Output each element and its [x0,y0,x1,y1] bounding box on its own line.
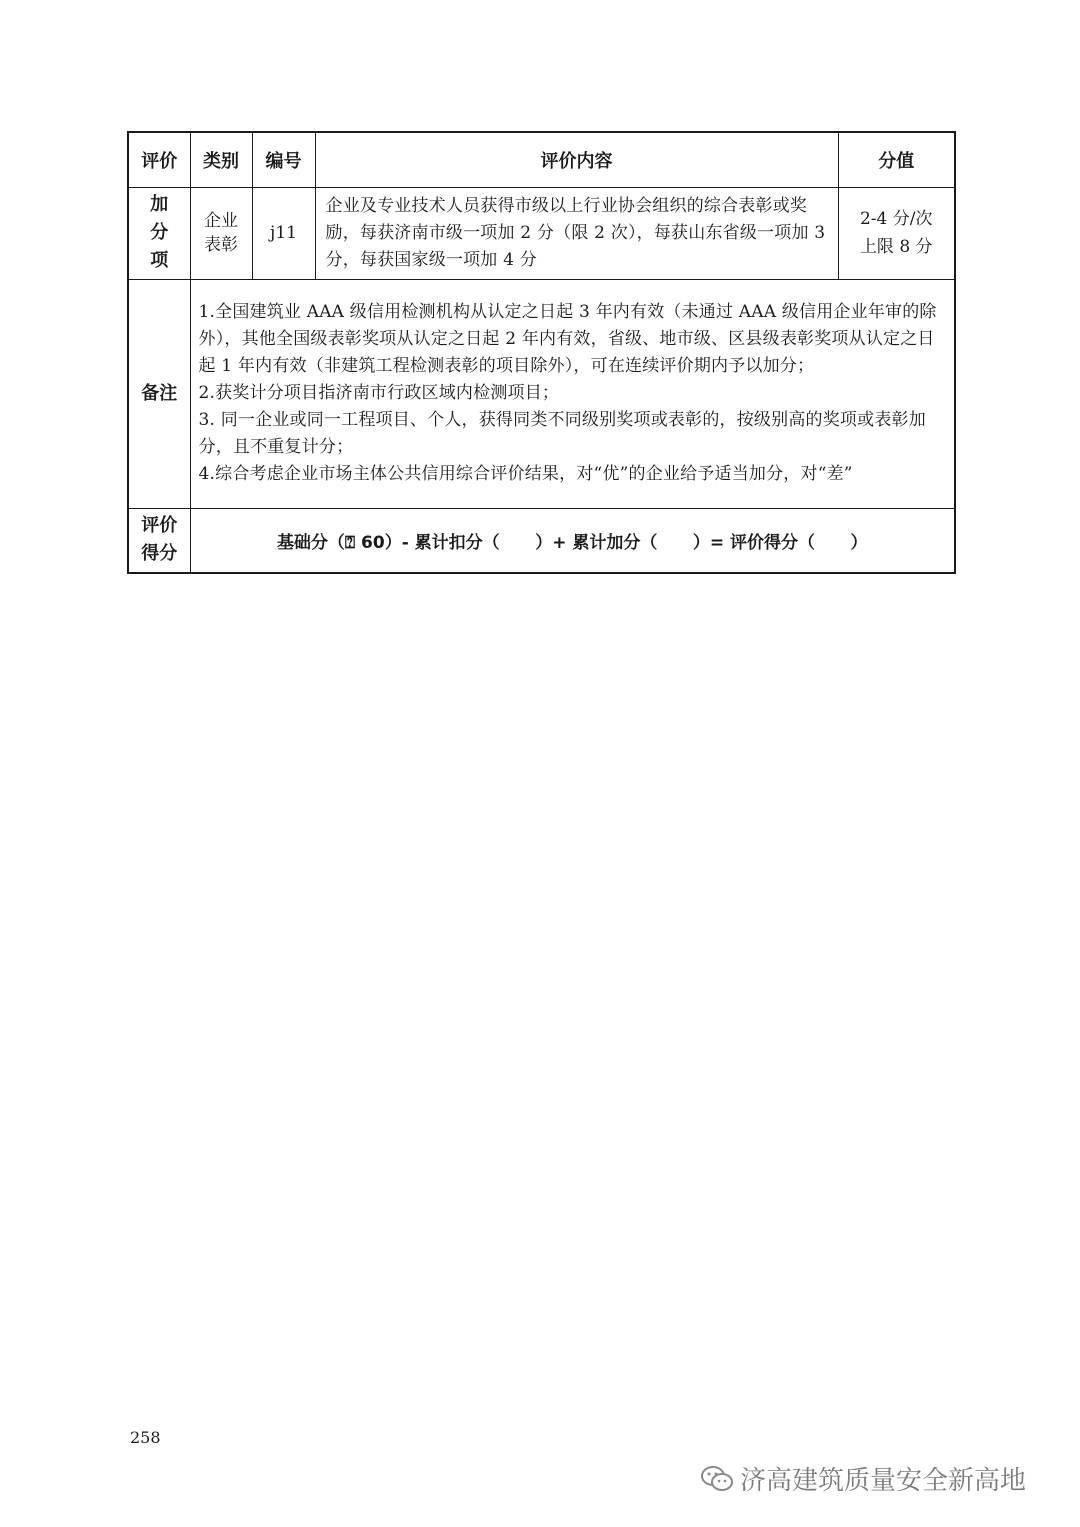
score-row [128,508,955,573]
bonus-score: 2-4 分/次 上限 8 分 [838,187,955,279]
header-code: 编号 [252,132,315,187]
header-content: 评价内容 [315,132,838,187]
notes-label: 备注 [128,279,190,508]
bonus-content: 企业及专业技术人员获得市级以上行业协会组织的综合表彰或奖励，每获济南市级一项加 2 分（限 2 次），每获山东省级一项加 3 分，每获国家级一项加 4 分 [315,187,838,279]
bonus-category: 企业 表彰 [190,187,252,279]
note-item-1: 1.全国建筑业 AAA 级信用检测机构从认定之日起 3 年内有效（未通过 AAA 级信用企业年审的除外），其他全国级表彰奖项从认定之日起 2 年内有效，省级、地市级、区县级表彰奖项从认定之日起 1 年内有效（非建筑工程检测表彰的项目除外），可在连续评价期内予以加分； [198,302,937,376]
note-item-3: 3. 同一企业或同一工程项目、个人，获得同类不同级别奖项或表彰的，按级别高的奖项或表彰加分，且不重复计分； [198,410,926,457]
header-row [128,132,955,187]
bonus-row [128,187,955,279]
note-item-4: 4.综合考虑企业市场主体公共信用综合评价结果，对“优”的企业给予适当加分，对“差” [198,464,853,484]
header-score: 分值 [838,132,955,187]
watermark [700,1460,1026,1497]
score-label: 评价 得分 [128,508,190,573]
watermark-text: 济高建筑质量安全新高地 [740,1466,1027,1496]
notes-content [190,279,955,508]
bonus-code: j11 [252,187,315,279]
page-number: 258 [130,1428,161,1447]
header-evaluation: 评价 [128,132,190,187]
notes-row [128,279,955,508]
wechat-icon [700,1464,734,1494]
note-item-2: 2.获奖计分项目指济南市行政区域内检测项目； [198,383,560,403]
score-formula: 基础分（⍰ 60）- 累计扣分（ ）+ 累计加分（ ）= 评价得分（ ） [190,508,955,573]
header-category: 类别 [190,132,252,187]
evaluation-table [127,131,956,574]
bonus-section-label: 加 分 项 [128,187,190,279]
